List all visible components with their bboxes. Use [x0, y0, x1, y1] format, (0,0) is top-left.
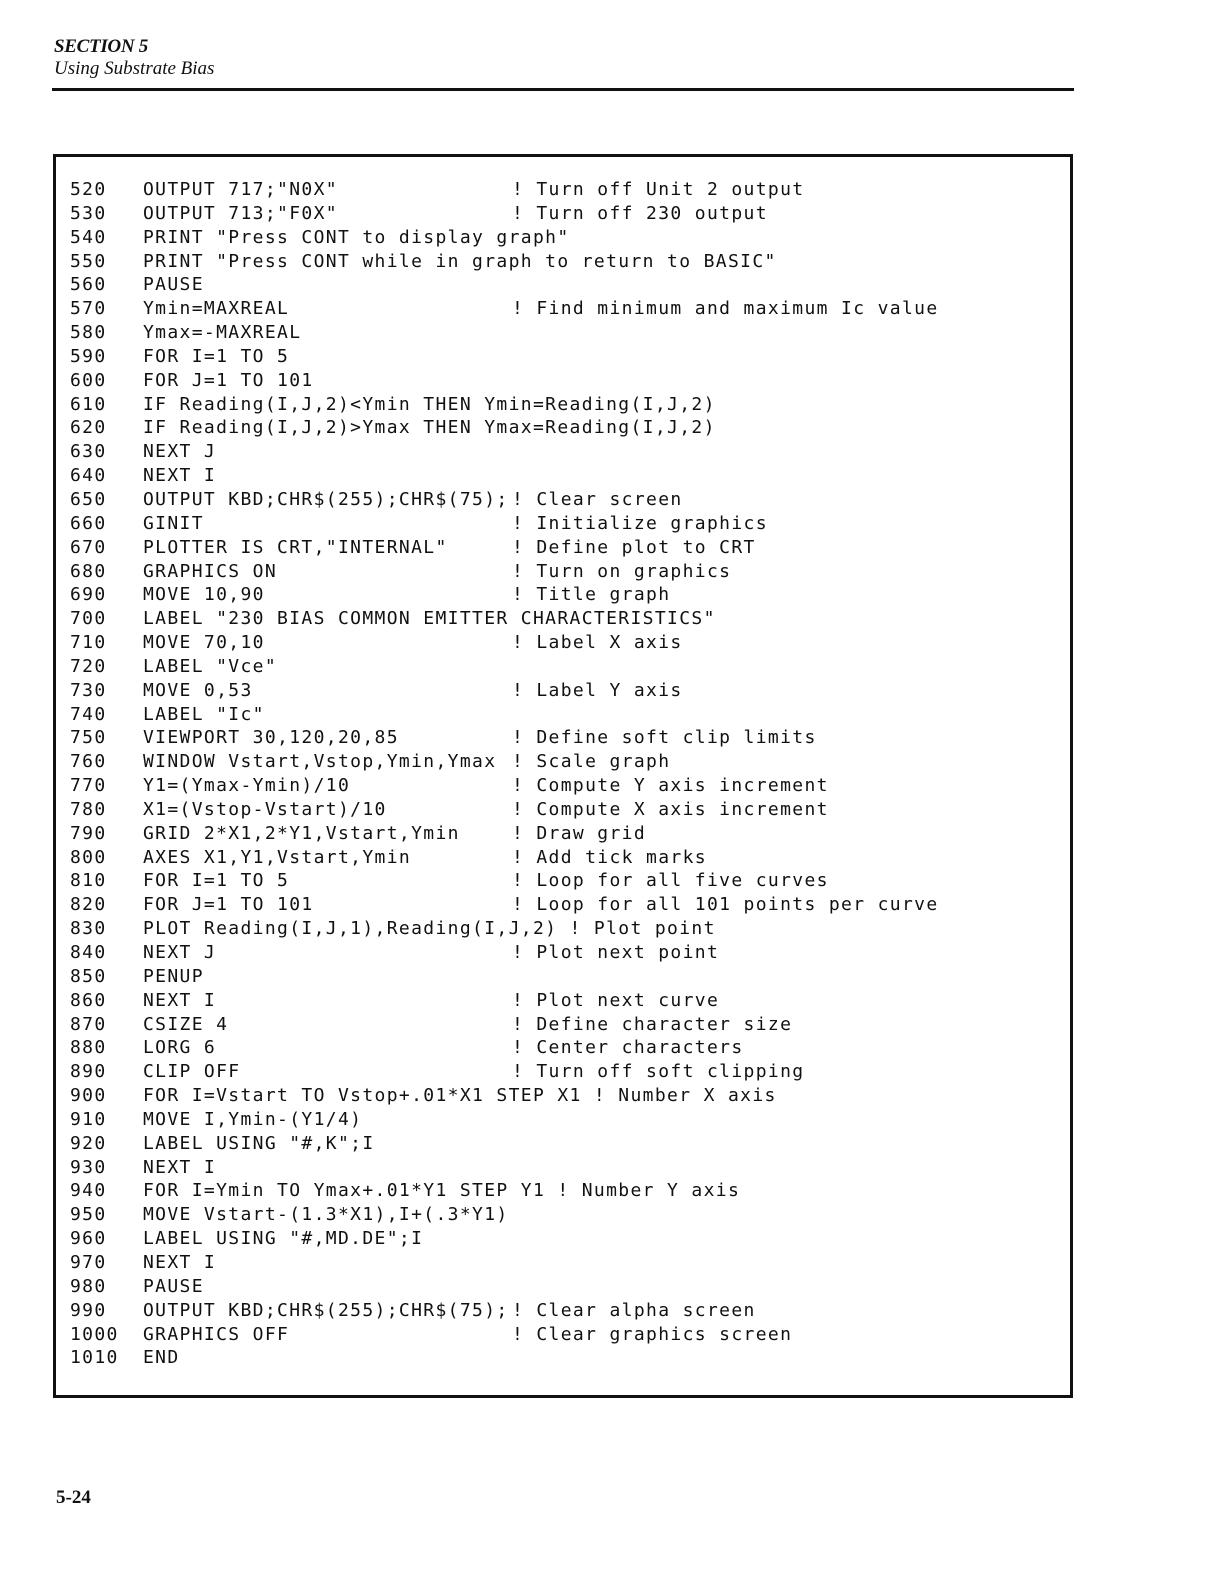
code-comment: ! Turn off 230 output	[512, 202, 768, 224]
line-number: 610	[70, 393, 107, 415]
code-line	[70, 1227, 1060, 1251]
code-line	[70, 631, 1060, 655]
code-line	[70, 1179, 1060, 1203]
code-line	[70, 822, 1060, 846]
code-line	[70, 1251, 1060, 1275]
line-number: 780	[70, 798, 107, 820]
code-line	[70, 869, 1060, 893]
code-statement: OUTPUT KBD;CHR$(255);CHR$(75);	[143, 488, 509, 510]
code-line	[70, 798, 1060, 822]
line-number: 960	[70, 1228, 107, 1250]
line-number: 1000	[70, 1323, 119, 1345]
code-statement: MOVE 0,53	[143, 679, 253, 701]
code-line	[70, 369, 1060, 393]
code-statement: Y1=(Ymax-Ymin)/10	[143, 775, 351, 797]
code-statement: FOR I=Vstart TO Vstop+.01*X1 STEP X1 ! Number X axis	[143, 1085, 777, 1107]
section-title: SECTION 5	[54, 36, 148, 57]
code-statement: NEXT I	[143, 465, 217, 487]
code-comment: ! Turn on graphics	[512, 560, 732, 582]
code-line	[70, 536, 1060, 560]
code-comment: ! Label Y axis	[512, 679, 683, 701]
code-line	[70, 607, 1060, 631]
line-number: 830	[70, 918, 107, 940]
code-statement: AXES X1,Y1,Vstart,Ymin	[143, 846, 412, 868]
code-line	[70, 655, 1060, 679]
line-number: 580	[70, 322, 107, 344]
code-line	[70, 345, 1060, 369]
line-number: 850	[70, 965, 107, 987]
line-number: 860	[70, 989, 107, 1011]
code-comment: ! Find minimum and maximum Ic value	[512, 298, 939, 320]
line-number: 570	[70, 298, 107, 320]
code-statement: Ymax=-MAXREAL	[143, 322, 302, 344]
code-statement: PAUSE	[143, 1275, 204, 1297]
line-number: 650	[70, 488, 107, 510]
code-line	[70, 440, 1060, 464]
line-number: 770	[70, 775, 107, 797]
code-line	[70, 273, 1060, 297]
header-divider	[52, 88, 1074, 91]
code-statement: FOR I=Ymin TO Ymax+.01*Y1 STEP Y1 ! Number Y axis	[143, 1180, 741, 1202]
code-line	[70, 1323, 1060, 1347]
code-statement: FOR J=1 TO 101	[143, 369, 314, 391]
line-number: 880	[70, 1037, 107, 1059]
code-statement: FOR I=1 TO 5	[143, 345, 290, 367]
code-line	[70, 512, 1060, 536]
code-comment: ! Scale graph	[512, 751, 671, 773]
code-line	[70, 846, 1060, 870]
code-statement: CSIZE 4	[143, 1013, 229, 1035]
code-comment: ! Clear alpha screen	[512, 1299, 756, 1321]
code-statement: END	[143, 1347, 180, 1369]
code-line	[70, 893, 1060, 917]
code-statement: PLOTTER IS CRT,"INTERNAL"	[143, 536, 448, 558]
line-number: 930	[70, 1156, 107, 1178]
line-number: 890	[70, 1061, 107, 1083]
line-number: 740	[70, 703, 107, 725]
line-number: 950	[70, 1204, 107, 1226]
code-line	[70, 250, 1060, 274]
code-line	[70, 1108, 1060, 1132]
code-line	[70, 1036, 1060, 1060]
program-listing	[70, 178, 1060, 1370]
line-number: 980	[70, 1275, 107, 1297]
code-line	[70, 1299, 1060, 1323]
code-statement: MOVE 70,10	[143, 632, 265, 654]
code-statement: NEXT J	[143, 441, 217, 463]
line-number: 600	[70, 369, 107, 391]
code-comment: ! Turn off soft clipping	[512, 1061, 805, 1083]
code-statement: PENUP	[143, 965, 204, 987]
code-line	[70, 488, 1060, 512]
code-statement: WINDOW Vstart,Vstop,Ymin,Ymax	[143, 751, 497, 773]
page-number: 5-24	[56, 1487, 91, 1508]
code-line	[70, 202, 1060, 226]
line-number: 590	[70, 345, 107, 367]
code-comment: ! Compute Y axis increment	[512, 775, 829, 797]
line-number: 820	[70, 894, 107, 916]
code-line	[70, 1156, 1060, 1180]
code-comment: ! Plot next point	[512, 942, 720, 963]
section-subtitle: Using Substrate Bias	[54, 58, 215, 79]
line-number: 800	[70, 846, 107, 868]
line-number: 550	[70, 250, 107, 272]
code-line	[70, 750, 1060, 774]
code-line	[70, 560, 1060, 584]
code-statement: MOVE 10,90	[143, 584, 265, 606]
code-line	[70, 1346, 1060, 1370]
code-line	[70, 989, 1060, 1013]
code-statement: LORG 6	[143, 1037, 217, 1059]
line-number: 990	[70, 1299, 107, 1321]
line-number: 900	[70, 1085, 107, 1107]
code-line	[70, 393, 1060, 417]
code-statement: GRAPHICS OFF	[143, 1323, 290, 1345]
code-line	[70, 726, 1060, 750]
code-line	[70, 774, 1060, 798]
code-line	[70, 297, 1060, 321]
code-statement: LABEL "230 BIAS COMMON EMITTER CHARACTERISTICS"	[143, 608, 716, 630]
code-line	[70, 1060, 1060, 1084]
code-statement: NEXT I	[143, 1251, 217, 1273]
code-statement: CLIP OFF	[143, 1061, 241, 1083]
line-number: 790	[70, 822, 107, 844]
code-statement: IF Reading(I,J,2)>Ymax THEN Ymax=Reading(I,J,2)	[143, 417, 716, 439]
line-number: 700	[70, 608, 107, 630]
code-line	[70, 464, 1060, 488]
code-statement: OUTPUT 717;"N0X"	[143, 179, 338, 200]
code-comment: ! Define plot to CRT	[512, 536, 756, 558]
code-comment: ! Define character size	[512, 1013, 793, 1035]
code-statement: GRID 2*X1,2*Y1,Vstart,Ymin	[143, 822, 460, 844]
code-statement: FOR J=1 TO 101	[143, 894, 314, 916]
line-number: 560	[70, 274, 107, 296]
code-comment: ! Loop for all five curves	[512, 870, 829, 892]
code-line	[70, 679, 1060, 703]
line-number: 920	[70, 1132, 107, 1154]
code-comment: ! Label X axis	[512, 632, 683, 654]
code-comment: ! Loop for all 101 points per curve	[512, 894, 939, 916]
code-statement: PLOT Reading(I,J,1),Reading(I,J,2) ! Plot point	[143, 918, 716, 940]
code-statement: OUTPUT KBD;CHR$(255);CHR$(75);	[143, 1299, 509, 1321]
code-statement: LABEL "Vce"	[143, 655, 278, 677]
code-comment: ! Turn off Unit 2 output	[512, 179, 805, 200]
code-statement: IF Reading(I,J,2)<Ymin THEN Ymin=Reading(I,J,2)	[143, 393, 716, 415]
line-number: 640	[70, 465, 107, 487]
code-statement: LABEL "Ic"	[143, 703, 265, 725]
code-comment: ! Draw grid	[512, 822, 647, 844]
code-line	[70, 1132, 1060, 1156]
line-number: 750	[70, 727, 107, 749]
code-line	[70, 703, 1060, 727]
line-number: 730	[70, 679, 107, 701]
line-number: 630	[70, 441, 107, 463]
code-line	[70, 321, 1060, 345]
line-number: 520	[70, 179, 107, 200]
code-statement: GINIT	[143, 512, 204, 534]
line-number: 970	[70, 1251, 107, 1273]
code-line	[70, 1203, 1060, 1227]
code-statement: MOVE I,Ymin-(Y1/4)	[143, 1108, 363, 1130]
code-statement: MOVE Vstart-(1.3*X1),I+(.3*Y1)	[143, 1204, 509, 1226]
line-number: 670	[70, 536, 107, 558]
code-comment: ! Plot next curve	[512, 989, 720, 1011]
code-statement: LABEL USING "#,K";I	[143, 1132, 375, 1154]
code-statement: NEXT I	[143, 1156, 217, 1178]
code-statement: GRAPHICS ON	[143, 560, 278, 582]
code-statement: VIEWPORT 30,120,20,85	[143, 727, 399, 749]
line-number: 530	[70, 202, 107, 224]
line-number: 690	[70, 584, 107, 606]
line-number: 760	[70, 751, 107, 773]
code-line	[70, 965, 1060, 989]
line-number: 910	[70, 1108, 107, 1130]
code-statement: X1=(Vstop-Vstart)/10	[143, 798, 387, 820]
code-statement: NEXT I	[143, 989, 217, 1011]
code-comment: ! Define soft clip limits	[512, 727, 817, 749]
line-number: 810	[70, 870, 107, 892]
code-comment: ! Clear screen	[512, 488, 683, 510]
code-statement: Ymin=MAXREAL	[143, 298, 290, 320]
line-number: 940	[70, 1180, 107, 1202]
code-line	[70, 941, 1060, 965]
line-number: 870	[70, 1013, 107, 1035]
line-number: 620	[70, 417, 107, 439]
code-comment: ! Compute X axis increment	[512, 798, 829, 820]
code-line	[70, 1013, 1060, 1037]
code-statement: PRINT "Press CONT to display graph"	[143, 226, 570, 248]
code-line	[70, 178, 1060, 202]
code-line	[70, 1275, 1060, 1299]
code-statement: OUTPUT 713;"F0X"	[143, 202, 338, 224]
code-comment: ! Clear graphics screen	[512, 1323, 793, 1345]
line-number: 1010	[70, 1347, 119, 1369]
code-comment: ! Title graph	[512, 584, 671, 606]
code-line	[70, 1084, 1060, 1108]
page-header	[54, 36, 1074, 80]
line-number: 720	[70, 655, 107, 677]
line-number: 680	[70, 560, 107, 582]
program-listing-box	[53, 154, 1073, 1398]
code-statement: PRINT "Press CONT while in graph to return to BASIC"	[143, 250, 777, 272]
code-line	[70, 226, 1060, 250]
line-number: 540	[70, 226, 107, 248]
code-statement: LABEL USING "#,MD.DE";I	[143, 1228, 424, 1250]
line-number: 840	[70, 942, 107, 963]
code-statement: PAUSE	[143, 274, 204, 296]
code-comment: ! Initialize graphics	[512, 512, 768, 534]
code-line	[70, 416, 1060, 440]
code-statement: FOR I=1 TO 5	[143, 870, 290, 892]
line-number: 660	[70, 512, 107, 534]
code-comment: ! Add tick marks	[512, 846, 707, 868]
code-line	[70, 583, 1060, 607]
code-line	[70, 917, 1060, 941]
code-statement: NEXT J	[143, 942, 217, 963]
line-number: 710	[70, 632, 107, 654]
code-comment: ! Center characters	[512, 1037, 744, 1059]
